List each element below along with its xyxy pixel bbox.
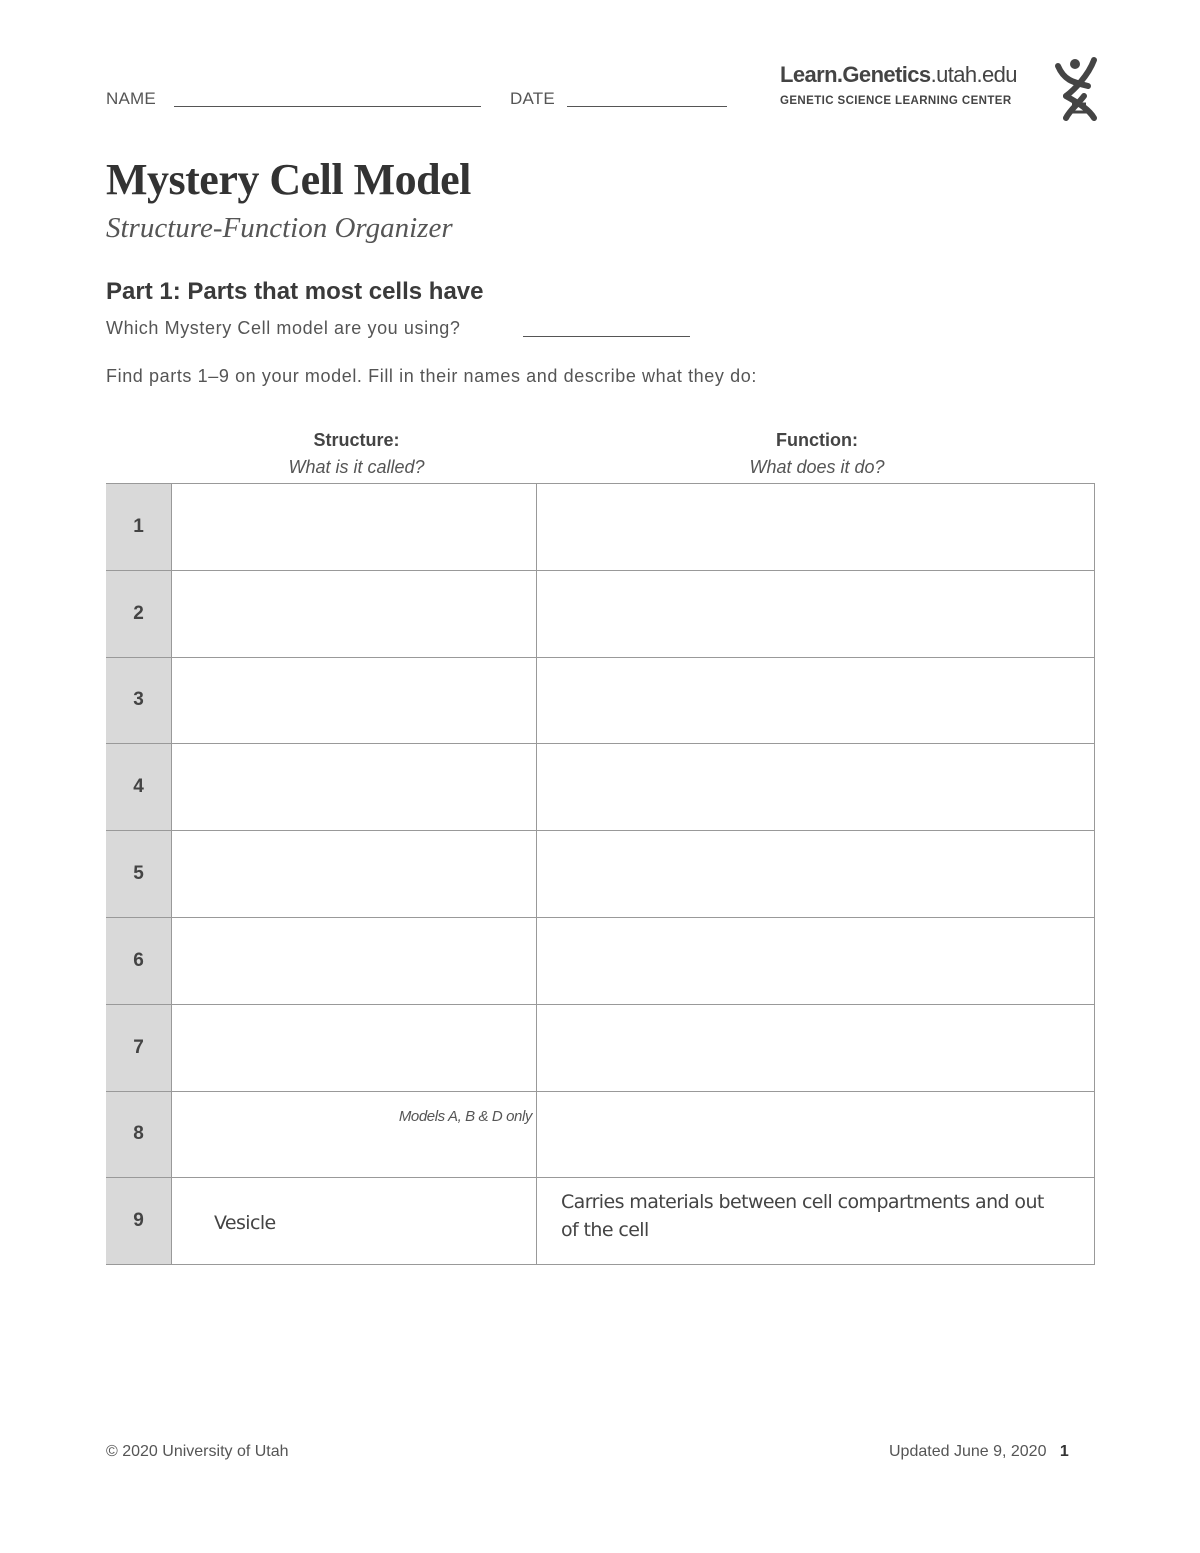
instruction-text: Find parts 1–9 on your model. Fill in their names and describe what they do:	[106, 366, 757, 386]
row-number: 5	[106, 831, 172, 917]
row-number: 6	[106, 918, 172, 1004]
function-answer: Carries materials between cell compartments and out of the cell	[561, 1191, 1044, 1242]
function-column-title: Function:	[776, 430, 858, 450]
brand-name-domain: .utah.edu	[930, 62, 1017, 87]
structure-answer: Vesicle	[214, 1212, 276, 1235]
structure-cell[interactable]	[172, 571, 537, 657]
table-row	[106, 831, 1095, 918]
function-cell[interactable]	[537, 918, 1095, 1004]
table-row	[106, 1092, 1095, 1179]
function-cell[interactable]	[537, 831, 1095, 917]
table-row	[106, 744, 1095, 831]
function-cell[interactable]	[537, 1005, 1095, 1091]
page-title: Mystery Cell Model	[106, 155, 471, 204]
brand-name-bold: Learn.Genetics	[780, 62, 931, 87]
structure-cell[interactable]	[172, 831, 537, 917]
model-note: Models A, B & D only	[398, 1107, 532, 1125]
row-number: 2	[106, 571, 172, 657]
model-question: Which Mystery Cell model are you using?	[106, 318, 461, 338]
function-cell[interactable]	[537, 484, 1095, 570]
row-number: 1	[106, 484, 172, 570]
date-field[interactable]	[567, 106, 727, 107]
name-label: NAME	[106, 89, 156, 108]
function-cell[interactable]	[537, 1092, 1095, 1178]
part-heading: Part 1: Parts that most cells have	[106, 278, 484, 305]
date-label: DATE	[510, 89, 555, 108]
row-number: 3	[106, 658, 172, 744]
function-cell[interactable]	[537, 571, 1095, 657]
copyright-text: © 2020 University of Utah	[106, 1443, 289, 1460]
structure-column-title: Structure:	[313, 430, 400, 450]
table-row	[106, 918, 1095, 1005]
structure-cell[interactable]	[172, 1005, 537, 1091]
page-subtitle: Structure-Function Organizer	[106, 212, 453, 244]
structure-cell[interactable]	[172, 918, 537, 1004]
row-number: 4	[106, 744, 172, 830]
function-cell[interactable]	[537, 658, 1095, 744]
function-cell[interactable]	[537, 1178, 1095, 1264]
structure-column-prompt: What is it called?	[288, 457, 425, 477]
row-number: 8	[106, 1092, 172, 1178]
function-column-prompt: What does it do?	[749, 457, 885, 477]
row-number: 7	[106, 1005, 172, 1091]
structure-column-header	[174, 430, 539, 478]
table-row	[106, 1005, 1095, 1092]
structure-cell[interactable]	[172, 658, 537, 744]
dna-helix-person-icon	[1054, 56, 1100, 122]
page-footer-right	[889, 1443, 1069, 1461]
table-row	[106, 571, 1095, 658]
table-row	[106, 1178, 1095, 1265]
row-number: 9	[106, 1178, 172, 1264]
model-answer-field[interactable]	[523, 336, 690, 337]
brand-name	[780, 62, 1017, 88]
structure-function-table	[106, 483, 1095, 1265]
structure-cell[interactable]	[172, 484, 537, 570]
function-column-header	[539, 430, 1095, 478]
brand-subtitle: GENETIC SCIENCE LEARNING CENTER	[780, 95, 1012, 107]
table-row	[106, 658, 1095, 745]
structure-cell[interactable]	[172, 1178, 537, 1264]
structure-cell[interactable]	[172, 744, 537, 830]
structure-cell[interactable]	[172, 1092, 537, 1178]
name-field[interactable]	[174, 106, 481, 107]
table-row	[106, 484, 1095, 571]
function-cell[interactable]	[537, 744, 1095, 830]
page-number: 1	[1059, 1443, 1069, 1460]
updated-date: Updated June 9, 2020	[889, 1443, 1047, 1460]
